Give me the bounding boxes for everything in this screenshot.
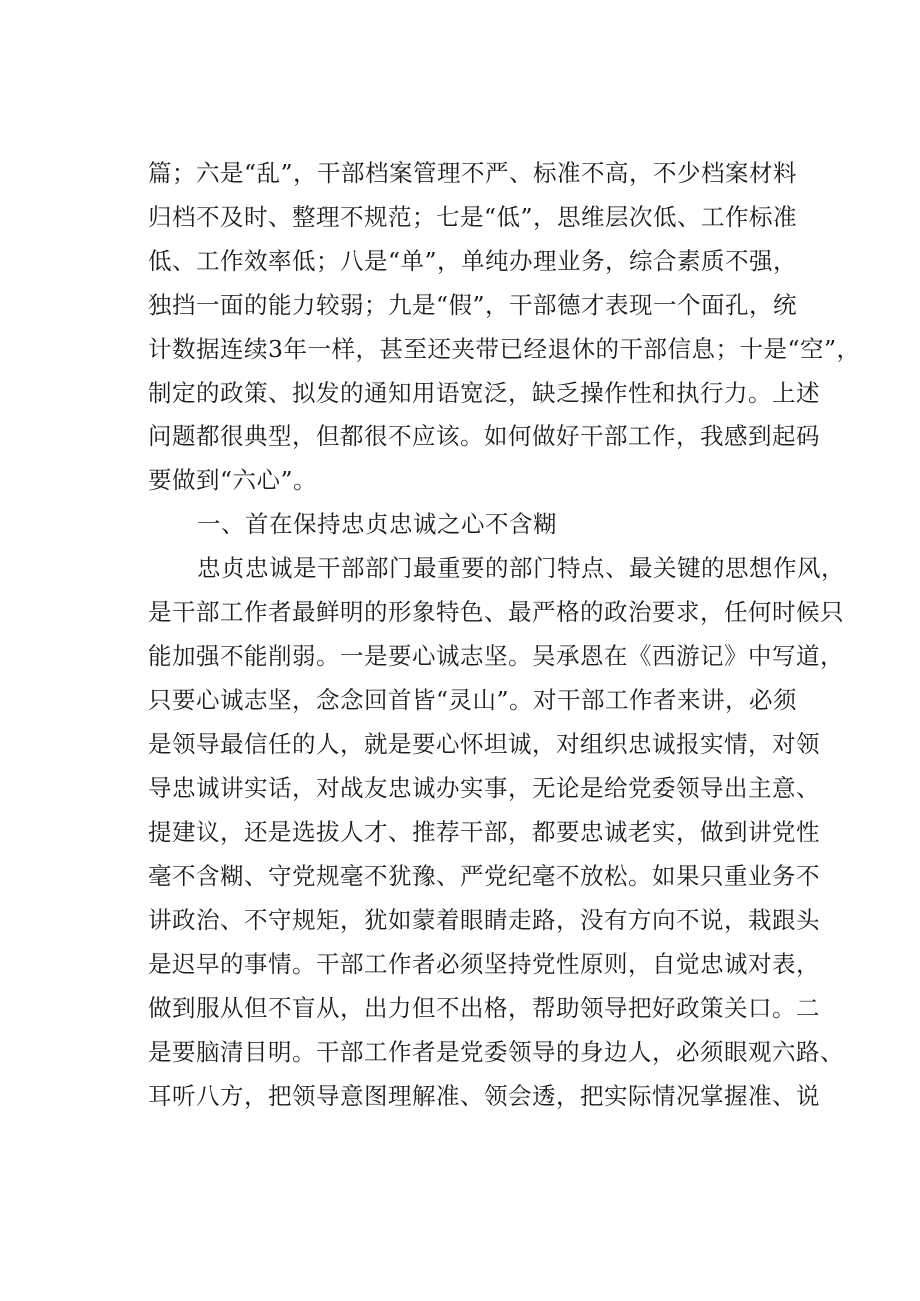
- section-heading: 一、首在保持忠贞忠诚之心不含糊: [197, 510, 557, 538]
- paragraph-1-line: 归档不及时、整理不规范；七是“低”，思维层次低、工作标准: [148, 203, 798, 231]
- paragraph-1-line: 要做到“六心”。: [148, 466, 318, 494]
- paragraph-1-line: 制定的政策、拟发的通知用语宽泛，缺乏操作性和执行力。上述: [148, 379, 820, 407]
- paragraph-2-line: 忠贞忠诚是干部部门最重要的部门特点、最关键的思想作风，: [197, 554, 845, 582]
- paragraph-1-line: 篇；六是“乱”，干部档案管理不严、标准不高，不少档案材料: [148, 159, 798, 187]
- paragraph-2-line: 是要脑清目明。干部工作者是党委领导的身边人，必须眼观六路、: [148, 1038, 844, 1066]
- paragraph-2-line: 能加强不能削弱。一是要心诚志坚。吴承恩在《西游记》中写道，: [148, 642, 844, 670]
- paragraph-2-line: 提建议，还是选拔人才、推荐干部，都要忠诚老实，做到讲党性: [148, 818, 820, 846]
- paragraph-2-line: 毫不含糊、守党规毫不犹豫、严党纪毫不放松。如果只重业务不: [148, 862, 820, 890]
- paragraph-2-line: 是领导最信任的人，就是要心怀坦诚，对组织忠诚报实情，对领: [148, 730, 820, 758]
- paragraph-1-line: 问题都很典型，但都很不应该。如何做好干部工作，我感到起码: [148, 422, 820, 450]
- paragraph-2-line: 只要心诚志坚，念念回首皆“灵山”。对干部工作者来讲，必须: [148, 686, 798, 714]
- paragraph-1-line: 低、工作效率低；八是“单”，单纯办理业务，综合素质不强，: [148, 247, 798, 275]
- paragraph-2-line: 是干部工作者最鲜明的形象特色、最严格的政治要求，任何时候只: [148, 598, 844, 626]
- paragraph-1-line: 计数据连续3年一样，甚至还夹带已经退休的干部信息；十是“空”，: [148, 335, 861, 363]
- paragraph-2-line: 耳听八方，把领导意图理解准、领会透，把实际情况掌握准、说: [148, 1082, 820, 1110]
- paragraph-1-line: 独挡一面的能力较弱；九是“假”，干部德才表现一个面孔，统: [148, 291, 798, 319]
- paragraph-2-line: 导忠诚讲实话，对战友忠诚办实事，无论是给党委领导出主意、: [148, 774, 820, 802]
- paragraph-2-line: 讲政治、不守规矩，犹如蒙着眼睛走路，没有方向不说，栽跟头: [148, 906, 820, 934]
- paragraph-2-line: 做到服从但不盲从，出力但不出格，帮助领导把好政策关口。二: [148, 994, 820, 1022]
- paragraph-2-line: 是迟早的事情。干部工作者必须坚持党性原则，自觉忠诚对表，: [148, 950, 820, 978]
